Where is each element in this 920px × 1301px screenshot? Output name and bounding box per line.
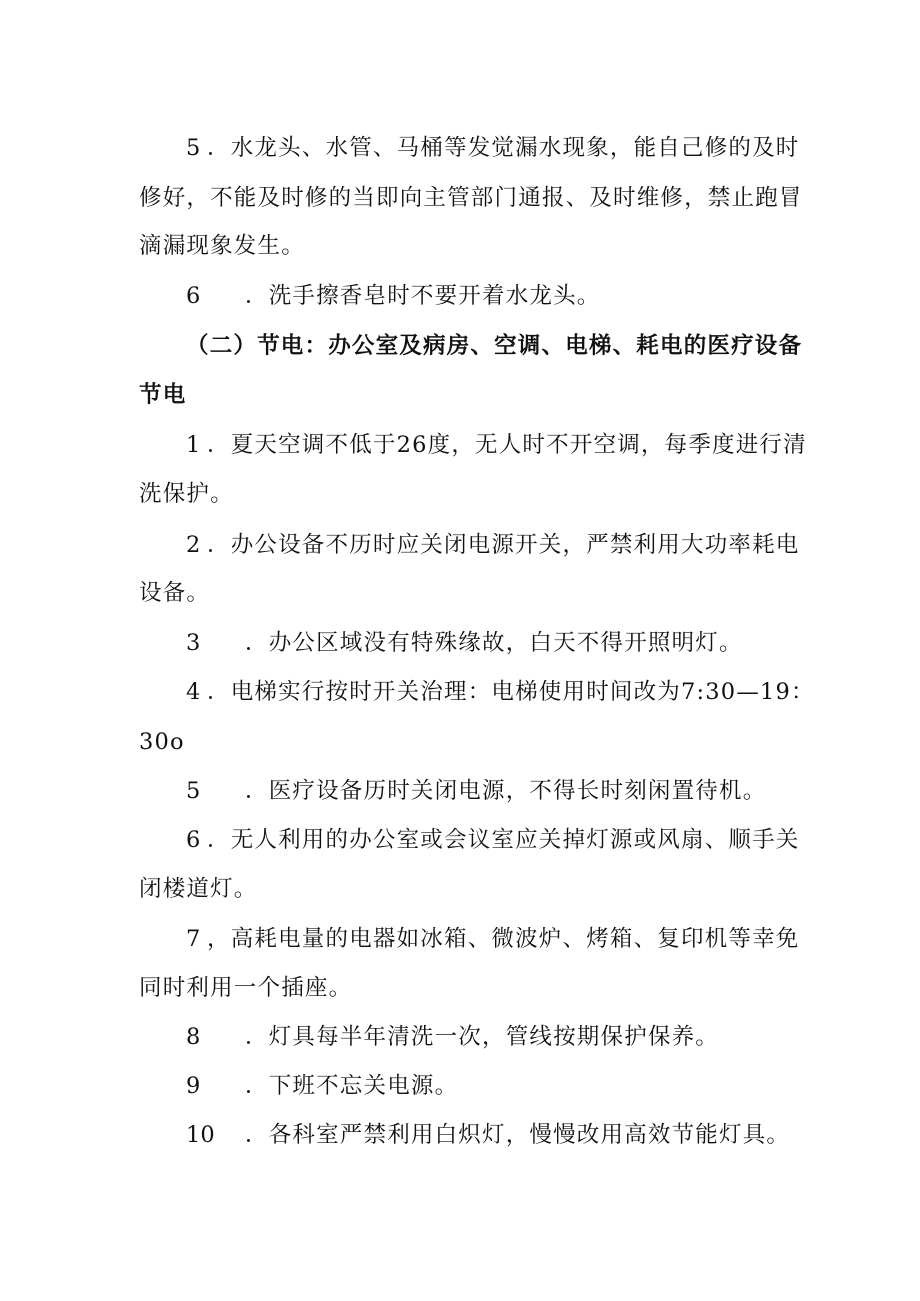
item-number: 10 — [186, 1122, 215, 1148]
item-number: 4 — [186, 679, 201, 705]
item-number: 5 — [186, 135, 201, 161]
paragraph-line: ．无人利用的办公室或会议室应关掉灯源或风扇、顺手关 — [207, 827, 800, 853]
item-number: 3 — [186, 630, 201, 656]
item-number: 8 — [186, 1024, 201, 1050]
paragraph-line: ．办公设备不历时应关闭电源开关，严禁利用大功率耗电 — [207, 532, 800, 558]
paragraph-line: ．各科室严禁利用白炽灯，慢慢改用高效节能灯具。 — [245, 1122, 791, 1148]
paragraph-line: 闭楼道灯。 — [139, 876, 258, 902]
paragraph-line: 同时利用一个插座。 — [139, 975, 353, 1001]
paragraph-line: 洗保护。 — [139, 481, 234, 507]
item-number: 9 — [186, 1073, 201, 1099]
paragraph-line: ，高耗电量的电器如冰箱、微波炉、烤箱、复印机等幸免 — [207, 926, 800, 952]
paragraph-line: 30o — [139, 729, 185, 755]
paragraph-line: 设备。 — [139, 580, 211, 606]
paragraph-line: ．办公区域没有特殊缘故，白天不得开照明灯。 — [245, 630, 743, 656]
paragraph-line: ．夏天空调不低于26度，无人时不开空调，每季度进行清 — [207, 432, 807, 458]
paragraph-line: ．灯具每半年清洗一次，管线按期保护保养。 — [245, 1024, 720, 1050]
paragraph-line: 修好，不能及时修的当即向主管部门通报、及时维修，禁止跑冒 — [139, 185, 803, 211]
paragraph-line: ．洗手擦香皂时不要开着水龙头。 — [245, 283, 601, 309]
paragraph-line: ．下班不忘关电源。 — [245, 1073, 459, 1099]
paragraph-line: 滴漏现象发生。 — [139, 233, 305, 259]
heading-line: （二）节电：办公室及病房、空调、电梯、耗电的医疗设备 — [186, 333, 803, 359]
paragraph-line: ．水龙头、水管、马桶等发觉漏水现象，能自己修的及时 — [207, 135, 800, 161]
item-number: 7 — [186, 926, 201, 952]
item-number: 6 — [186, 283, 201, 309]
paragraph-line: ．电梯实行按时开关治理：电梯使用时间改为7:30—19： — [207, 679, 815, 705]
item-number: 1 — [186, 432, 201, 458]
item-number: 2 — [186, 532, 201, 558]
heading-line: 节电 — [139, 382, 187, 408]
item-number: 5 — [186, 778, 201, 804]
paragraph-line: ．医疗设备历时关闭电源，不得长时刻闲置待机。 — [245, 778, 767, 804]
item-number: 6 — [186, 827, 201, 853]
